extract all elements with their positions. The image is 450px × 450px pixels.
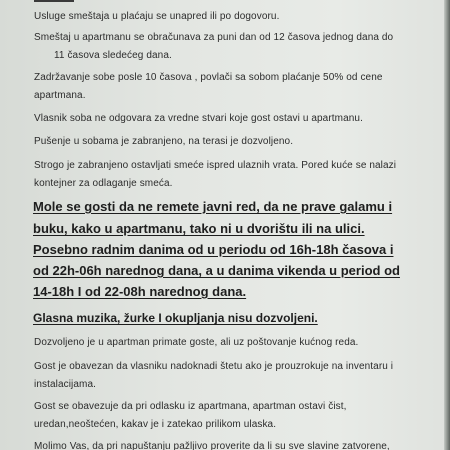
rule-final: Molimo Vas, da pri napuštanju pažljivo proverite da li su sve slavine zatvorene, <box>34 441 390 450</box>
rule-trash-line-2: kontejner za odlaganje smeća. <box>34 178 173 189</box>
rule-damage-line-1: Gost je obavezan da vlasniku nadoknadi štetu ako je prouzrokuje na inventaru i <box>34 361 394 372</box>
torn-top-fragment <box>34 0 74 2</box>
rule-guests: Dozvoljeno je u apartman primate goste, ali uz poštovanje kućnog reda. <box>34 337 359 348</box>
quiet-hours-line-5: 14-18h I od 22-08h narednog dana. <box>33 284 247 299</box>
quiet-hours-line-4: od 22h-06h narednog dana, a u danima vikenda u period od <box>33 263 400 278</box>
rule-smoking: Pušenje u sobama je zabranjeno, na terasi je dozvoljeno. <box>34 136 294 147</box>
rule-damage-line-2: instalacijama. <box>34 379 96 390</box>
music-rule: Glasna muzika, žurke I okupljanja nisu dozvoljeni. <box>33 311 318 325</box>
rule-leave-line-2: uredan,neoštećen, kakav je i zatekao prilikom ulaska. <box>34 419 277 430</box>
quiet-hours-line-3: Posebno radnim danima od u periodu od 16h-18h časova i <box>33 242 394 257</box>
quiet-hours-line-2: buku, kako u apartmanu, tako ni u dvorištu ili na ulici. <box>33 221 365 236</box>
rule-checkout-line-1: Smeštaj u apartmanu se obračunava za puni dan od 12 časova jednog dana do <box>34 32 394 43</box>
rule-trash-line-1: Strogo je zabranjeno ostavljati smeće ispred ulaznih vrata. Pored kuće se nalazi <box>34 160 397 171</box>
rule-checkout-line-2: 11 časova sledećeg dana. <box>54 50 172 61</box>
rule-late-line-2: apartmana. <box>34 90 86 101</box>
rule-valuables: Vlasnik soba ne odgovara za vredne stvari koje gost ostavi u apartmanu. <box>34 113 363 124</box>
quiet-hours-line-1: Mole se gosti da ne remete javni red, da ne prave galamu i <box>33 199 393 214</box>
rule-leave-line-1: Gost se obavezuje da pri odlasku iz apartmana, apartman ostavi čist, <box>34 401 347 412</box>
paper-shadow-edge <box>444 0 450 450</box>
rule-payment: Usluge smeštaja u plaćaju se unapred ili po dogovoru. <box>34 11 280 22</box>
rule-late-line-1: Zadržavanje sobe posle 10 časova , povlači sa sobom plaćanje 50% od cene <box>34 72 383 83</box>
